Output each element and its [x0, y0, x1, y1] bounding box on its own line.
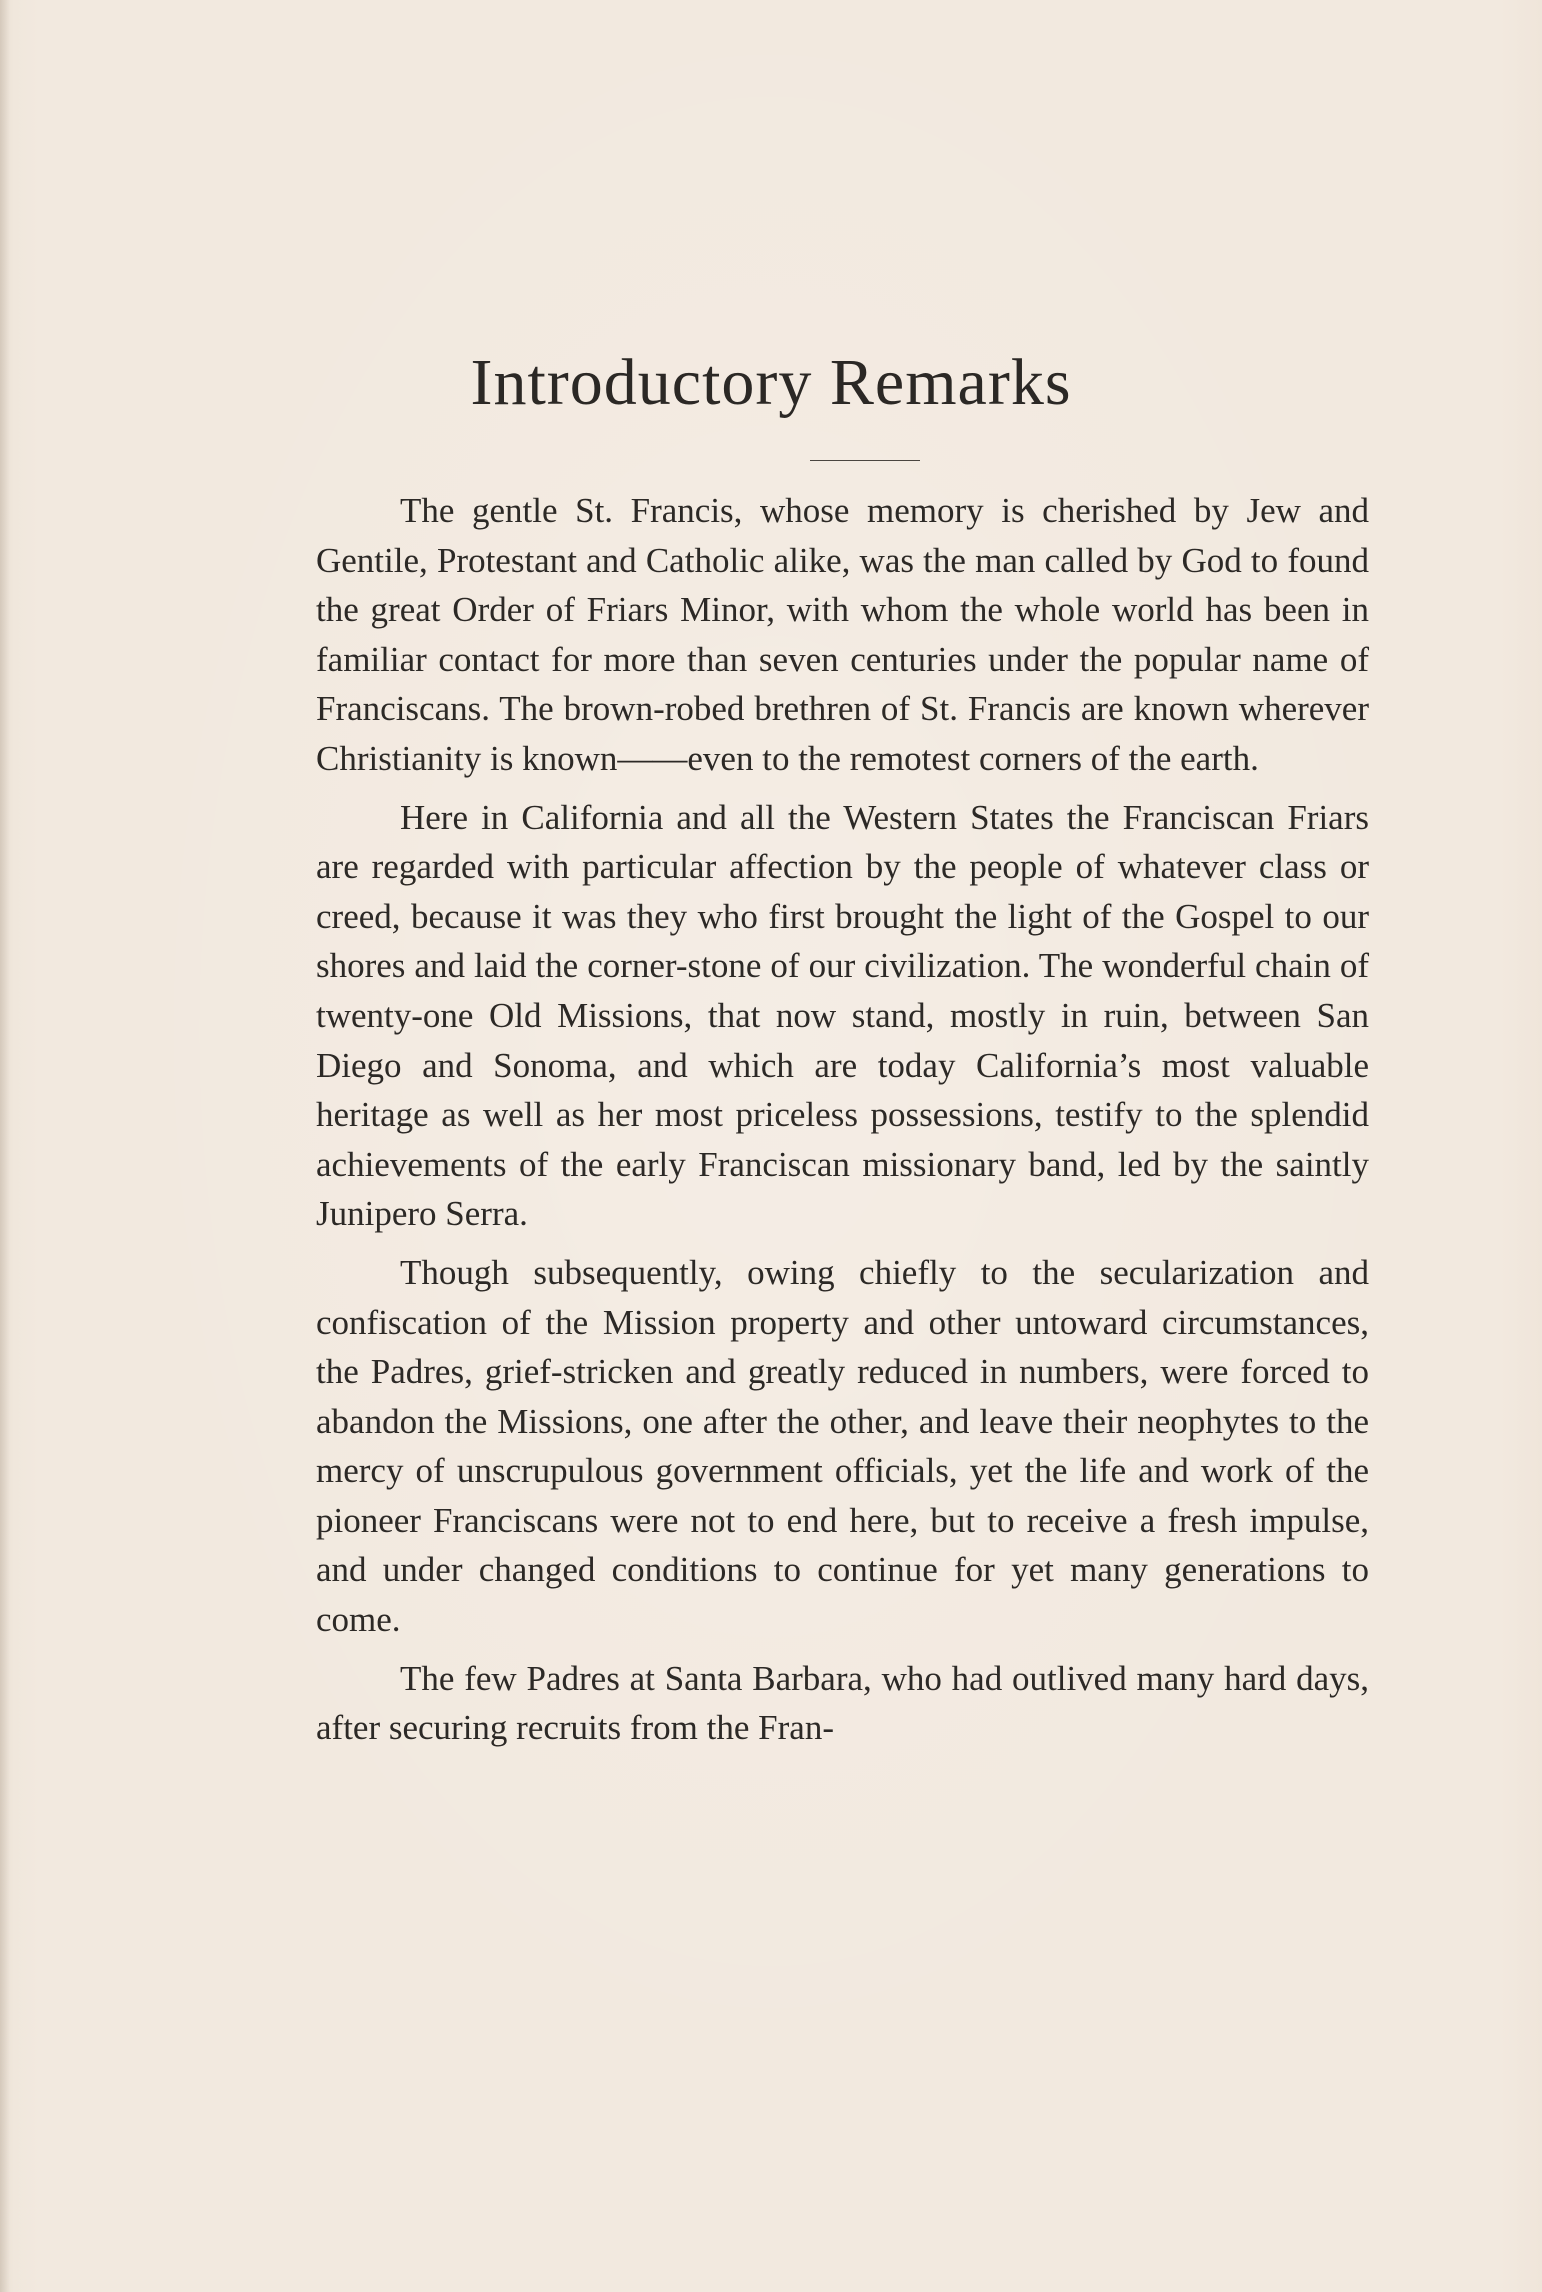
page-gutter-shadow — [0, 0, 10, 2292]
paragraph-4: The few Padres at Santa Barbara, who had outlived many hard days, after securing recruits from the Fran- — [316, 1658, 1369, 1748]
body-text — [316, 486, 1369, 1762]
page-title: Introductory Remarks — [470, 346, 1072, 419]
paragraph-2: Here in California and all the Western States the Franciscan Friars are regarded with particular affection by the people of whatever class or creed, because it was they who first brought the light of the Gospel to our shores and laid the corner-stone of our civilization. The wonderful chain of twenty-one Old Missions, that now stand, mostly in ruin, between San Diego and Sonoma, and which are today California’s most valuable heritage as well as her most priceless possessions, testify to the splendid achievements of the early Franciscan missionary band, led by the saintly Junipero Serra. — [316, 797, 1369, 1234]
paragraph-3: Though subsequently, owing chiefly to the secularization and confiscation of the Mission property and other untoward circumstances, the Padres, grief-stricken and greatly reduced in numbers, were forced to abandon the Missions, one after the other, and leave their neophytes to the mercy of unscrupulous government officials, yet the life and work of the pioneer Franciscans were not to end here, but to receive a fresh impulse, and under changed conditions to continue for yet many generations to come. — [316, 1252, 1369, 1640]
title-divider — [810, 460, 920, 461]
paragraph-1: The gentle St. Francis, whose memory is cherished by Jew and Gentile, Protestant and Catholic alike, was the man called by God to found the great Order of Friars Minor, with whom the whole world has been in familiar contact for more than seven centuries under the popular name of Franciscans. The brown-robed brethren of St. Francis are known wherever Christianity is known——even to the remotest corners of the earth. — [316, 491, 1369, 778]
